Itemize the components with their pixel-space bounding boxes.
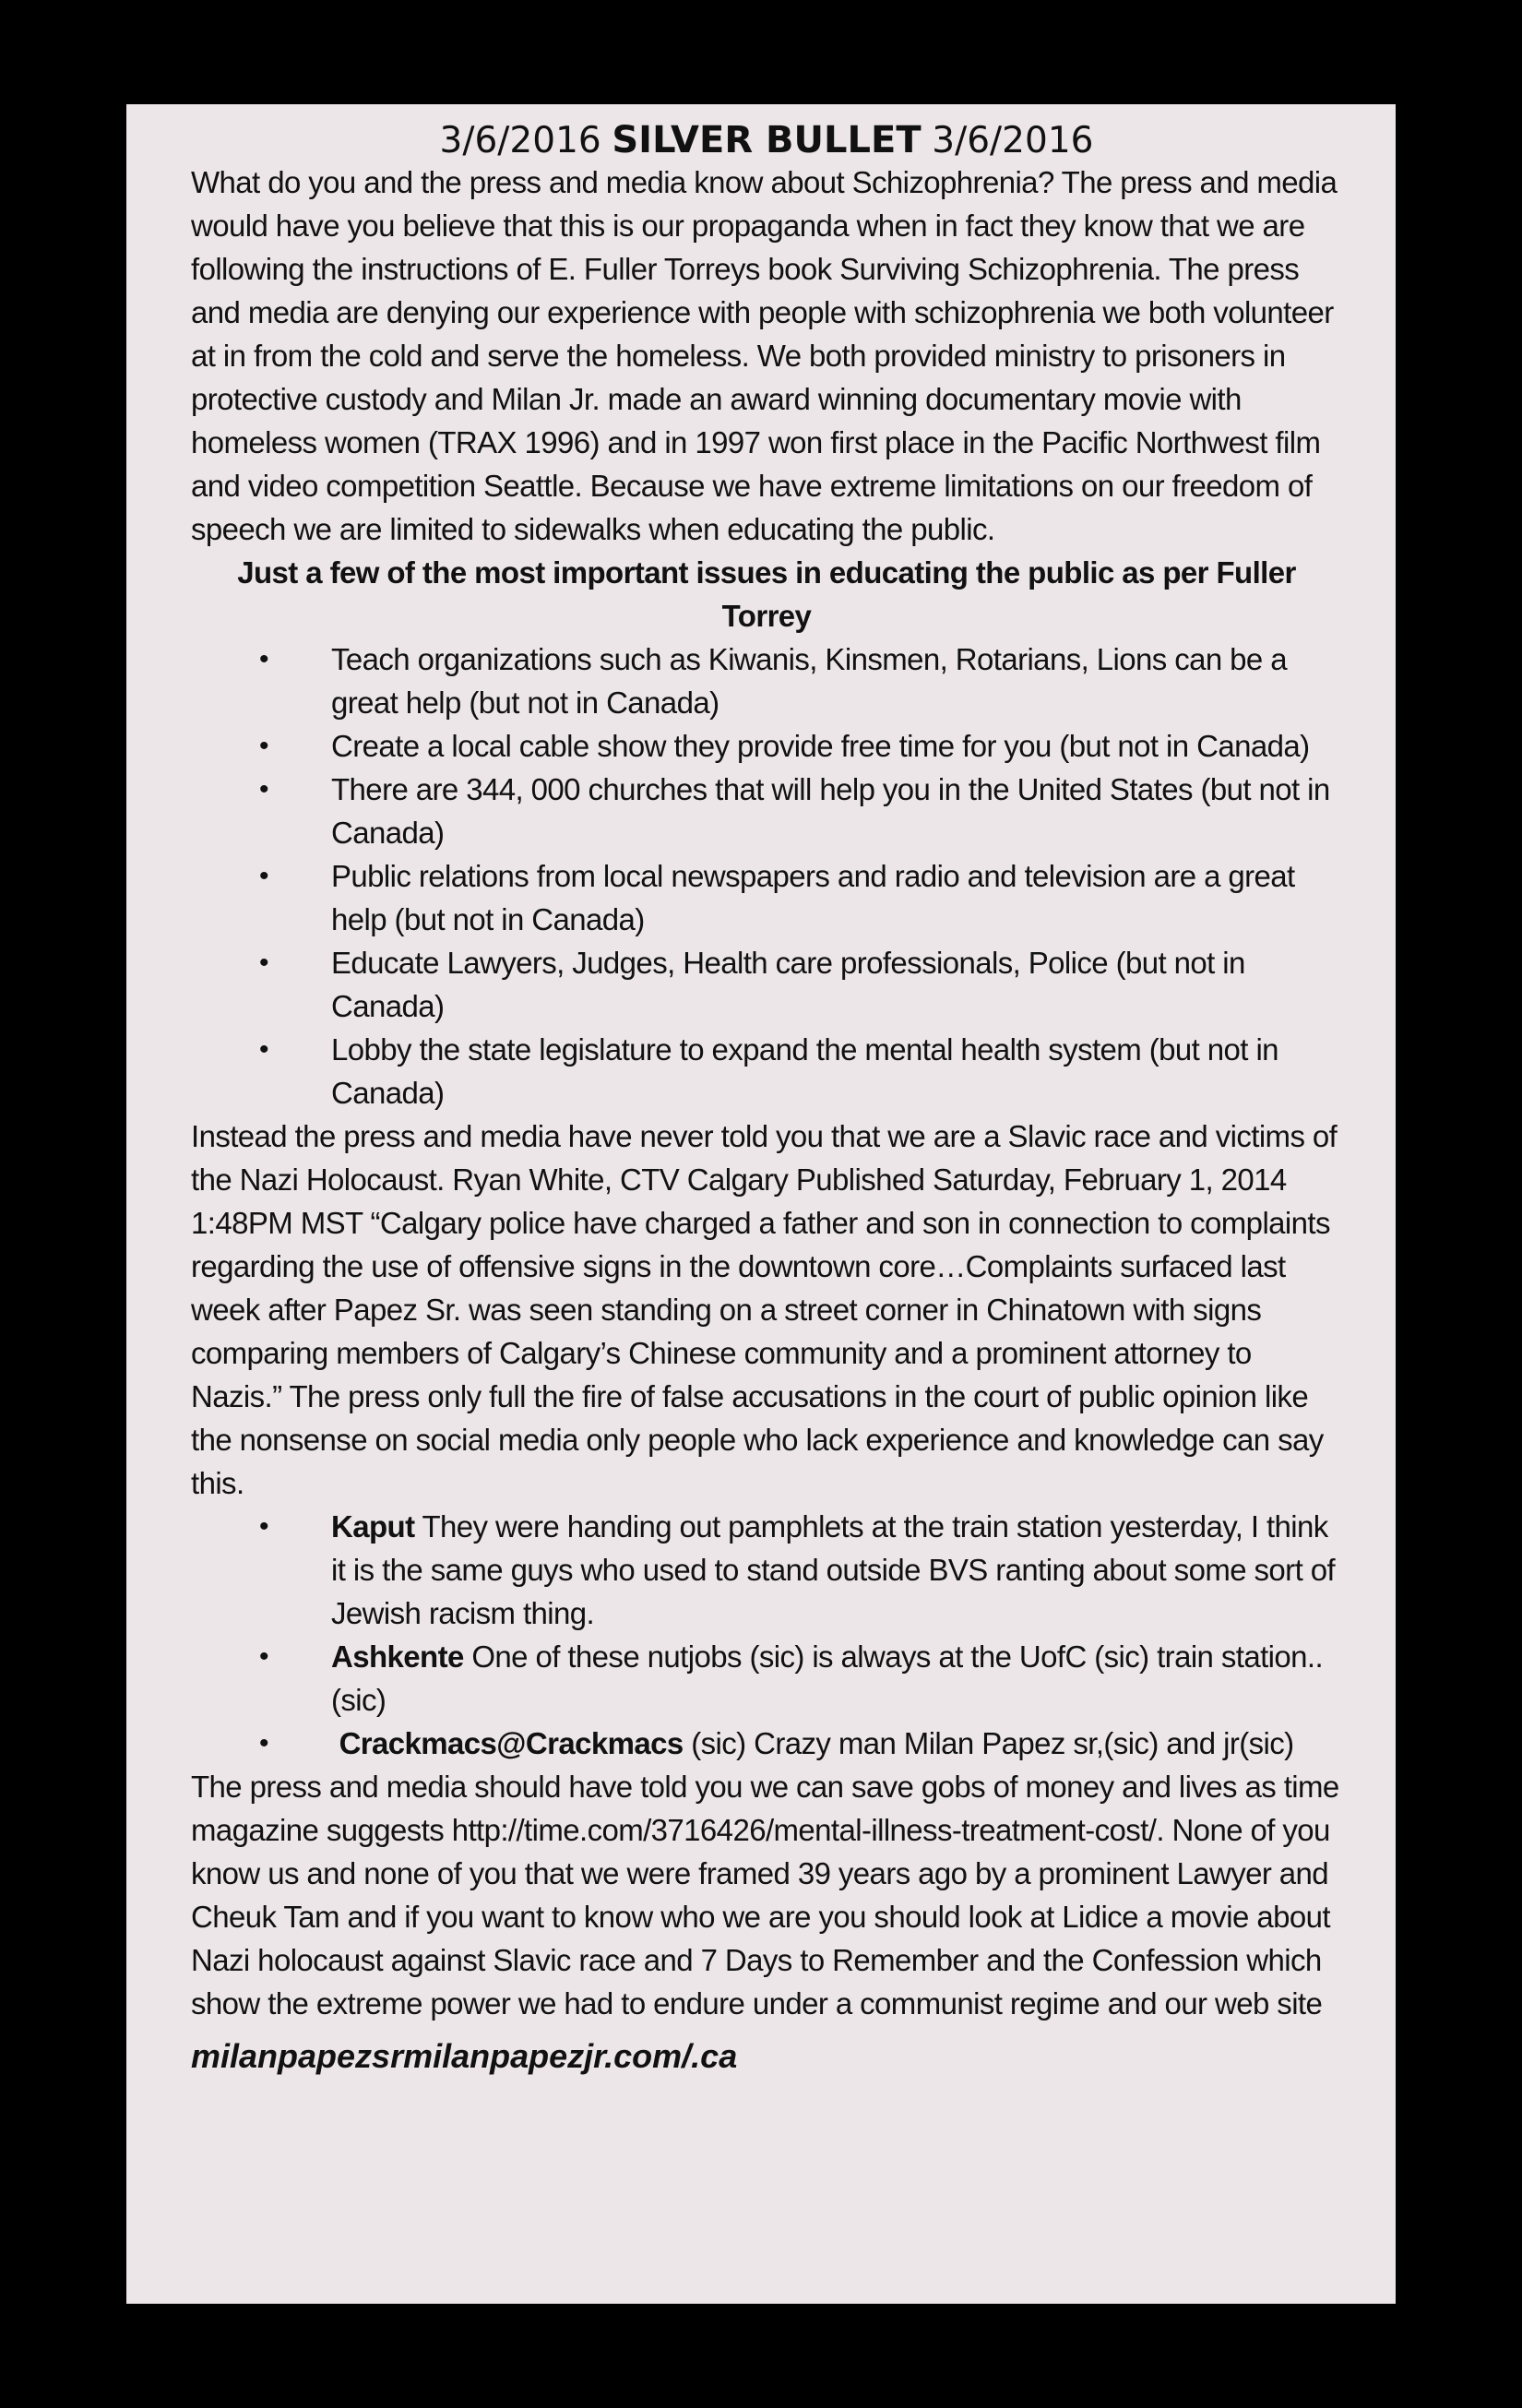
comment-user: Crackmacs@Crackmacs [339,1726,684,1760]
list-item [191,1505,1342,1635]
issue-text: Teach organizations such as Kiwanis, Kinsmen, Rotarians, Lions can be a great help (but not in Canada) [331,642,1287,720]
comment-user: Ashkente [331,1639,464,1674]
comment-user: Kaput [331,1509,415,1544]
list-item [191,638,1342,724]
bullet-icon: • [259,948,268,978]
list-item [191,768,1342,854]
comment-text: (sic) Crazy man Milan Papez sr,(sic) and jr(sic) [691,1726,1294,1760]
middle-paragraph: Instead the press and media have never told you that we are a Slavic race and victims of the Nazi Holocaust. Ryan White, CTV Calgary Published Saturday, February 1, 2014 1:48PM MST “Calgary police have charged a father and son in connection to complaints regarding the use of offensive signs in the downtown core…Complaints surfaced last week after Papez Sr. was seen standing on a street corner in Chinatown with signs comparing members of Calgary’s Chinese community and a prominent attorney to Nazis.” The press only full the fire of false accusations in the court of public opinion like the nonsense on social media only people who lack experience and knowledge can say this. [191,1119,1338,1500]
issues-list [191,638,1342,1115]
issues-heading: Just a few of the most important issues in educating the public as per Fuller Torrey [237,555,1296,633]
comment-text: They were handing out pamphlets at the train station yesterday, I think it is the same guys who used to stand outside BVS ranting about some sort of Jewish racism thing. [331,1509,1336,1630]
bullet-icon: • [259,1728,268,1758]
closing-paragraph: The press and media should have told you we can save gobs of money and lives as time magazine suggests http://time.com/3716426/mental-illness-treatment-cost/. None of you know us and none of you that we were framed 39 years ago by a prominent Lawyer and Cheuk Tam and if you want to know who we are you should look at Lidice a movie about Nazi holocaust against Slavic race and 7 Days to Remember and the Confession which show the extreme power we had to endure under a communist regime and our web site [191,1770,1339,2021]
comments-list [191,1505,1342,1765]
list-item [191,941,1342,1028]
bullet-icon: • [259,644,268,674]
page-title [191,118,1342,162]
issue-text: Lobby the state legislature to expand the mental health system (but not in Canada) [331,1032,1278,1110]
intro-paragraph: What do you and the press and media know about Schizophrenia? The press and media would have you believe that this is our propaganda when in fact they know that we are following the instructions of E. Fuller Torreys book Surviving Schizophrenia. The press and media are denying our experience with people with schizophrenia we both volunteer at in from the cold and serve the homeless. We both provided ministry to prisoners in protective custody and Milan Jr. made an award winning documentary movie with homeless women (TRAX 1996) and in 1997 won first place in the Pacific Northwest film and video competition Seattle. Because we have extreme limitations on our freedom of speech we are limited to sidewalks when educating the public. [191,165,1338,546]
bullet-icon: • [259,1034,268,1065]
issue-text: Educate Lawyers, Judges, Health care professionals, Police (but not in Canada) [331,946,1245,1023]
list-item [191,1028,1342,1115]
list-item [191,1635,1342,1722]
website-url[interactable]: milanpapezsrmilanpapezjr.com/.ca [191,2037,738,2075]
bullet-icon: • [259,1511,268,1542]
title-date-left: 3/6/2016 [439,120,601,161]
title-name: SILVER BULLET [612,119,922,161]
issue-text: Public relations from local newspapers and radio and television are a great help (but not in Canada) [331,859,1295,936]
bullet-icon: • [259,774,268,805]
bullet-icon: • [259,731,268,761]
comment-text: One of these nutjobs (sic) is always at the UofC (sic) train station.. (sic) [331,1639,1324,1717]
issue-text: Create a local cable show they provide free time for you (but not in Canada) [331,729,1310,763]
issue-text: There are 344, 000 churches that will help you in the United States (but not in Canada) [331,772,1330,850]
title-date-right: 3/6/2016 [932,120,1094,161]
list-item [191,724,1342,768]
list-item [191,854,1342,941]
list-item [191,1722,1342,1765]
flyer-page [126,104,1396,2304]
bullet-icon: • [259,861,268,891]
bullet-icon: • [259,1641,268,1672]
